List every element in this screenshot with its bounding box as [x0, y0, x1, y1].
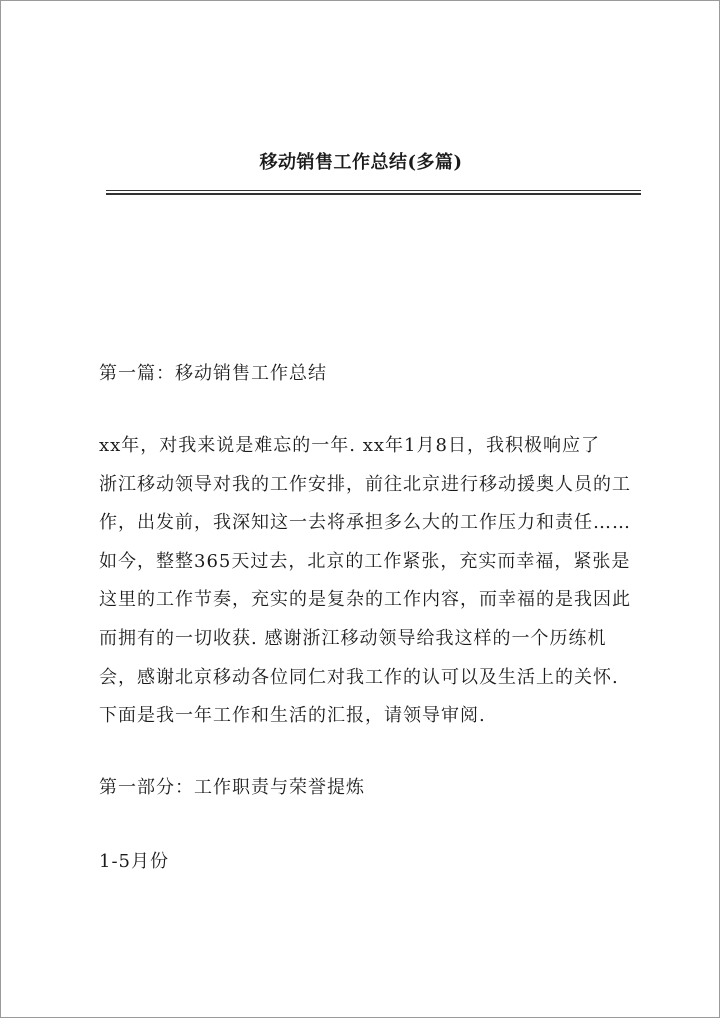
body-line: 下面是我一年工作和生活的汇报，请领导审阅. — [99, 705, 486, 727]
part-heading: 第一部分：工作职责与荣誉提炼 — [99, 777, 365, 798]
body-line: 如今，整整365天过去，北京的工作紧张，充实而幸福，紧张是 — [99, 550, 631, 572]
body-line: 作，出发前，我深知这一去将承担多么大的工作压力和责任…… — [99, 512, 631, 534]
document-title: 移动销售工作总结(多篇) — [259, 152, 463, 173]
title-divider-thin — [106, 190, 641, 191]
body-line: xx年，对我来说是难忘的一年. xx年1月8日，我积极响应了 — [99, 435, 600, 456]
month-heading: 1-5月份 — [99, 851, 169, 872]
section-heading: 第一篇：移动销售工作总结 — [99, 363, 327, 384]
body-paragraph — [99, 427, 644, 736]
body-line: 而拥有的一切收获. 感谢浙江移动领导给我这样的一个历练机 — [99, 627, 607, 649]
body-line: 会，感谢北京移动各位同仁对我工作的认可以及生活上的关怀. — [99, 666, 619, 688]
body-line: 浙江移动领导对我的工作安排，前往北京进行移动援奥人员的工 — [99, 473, 631, 495]
title-divider-thick — [106, 193, 641, 195]
body-line: 这里的工作节奏，充实的是复杂的工作内容，而幸福的是我因此 — [99, 589, 631, 611]
